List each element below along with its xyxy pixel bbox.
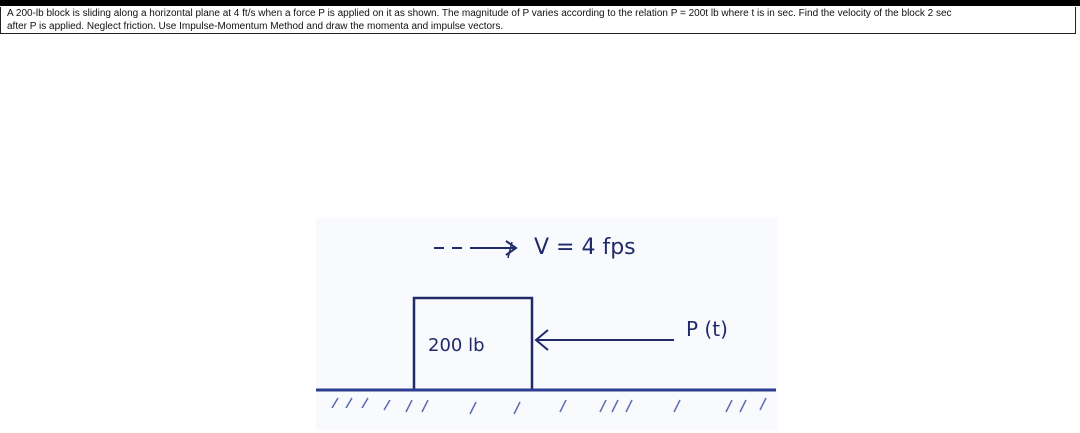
- problem-line-1: A 200-lb block is sliding along a horizontal plane at 4 ft/s when a force P is applied on it as shown. The magnitude of P varies according to the relation P = 200t lb where t is in sec. Find the velocity of the block 2 sec: [7, 8, 952, 19]
- velocity-arrow: [434, 241, 516, 258]
- velocity-label: V = 4 fps: [534, 235, 636, 260]
- force-label: P (t): [686, 317, 728, 341]
- free-body-diagram: [316, 218, 778, 430]
- ground-hatching: [332, 398, 766, 414]
- problem-statement: [0, 7, 1076, 34]
- diagram-svg: [316, 218, 778, 430]
- force-arrow: [536, 330, 674, 350]
- block-label: 200 lb: [428, 335, 485, 356]
- top-bar: [0, 0, 1080, 6]
- problem-line-2: after P is applied. Neglect friction. Use Impulse-Momentum Method and draw the momenta and impulse vectors.: [7, 21, 504, 32]
